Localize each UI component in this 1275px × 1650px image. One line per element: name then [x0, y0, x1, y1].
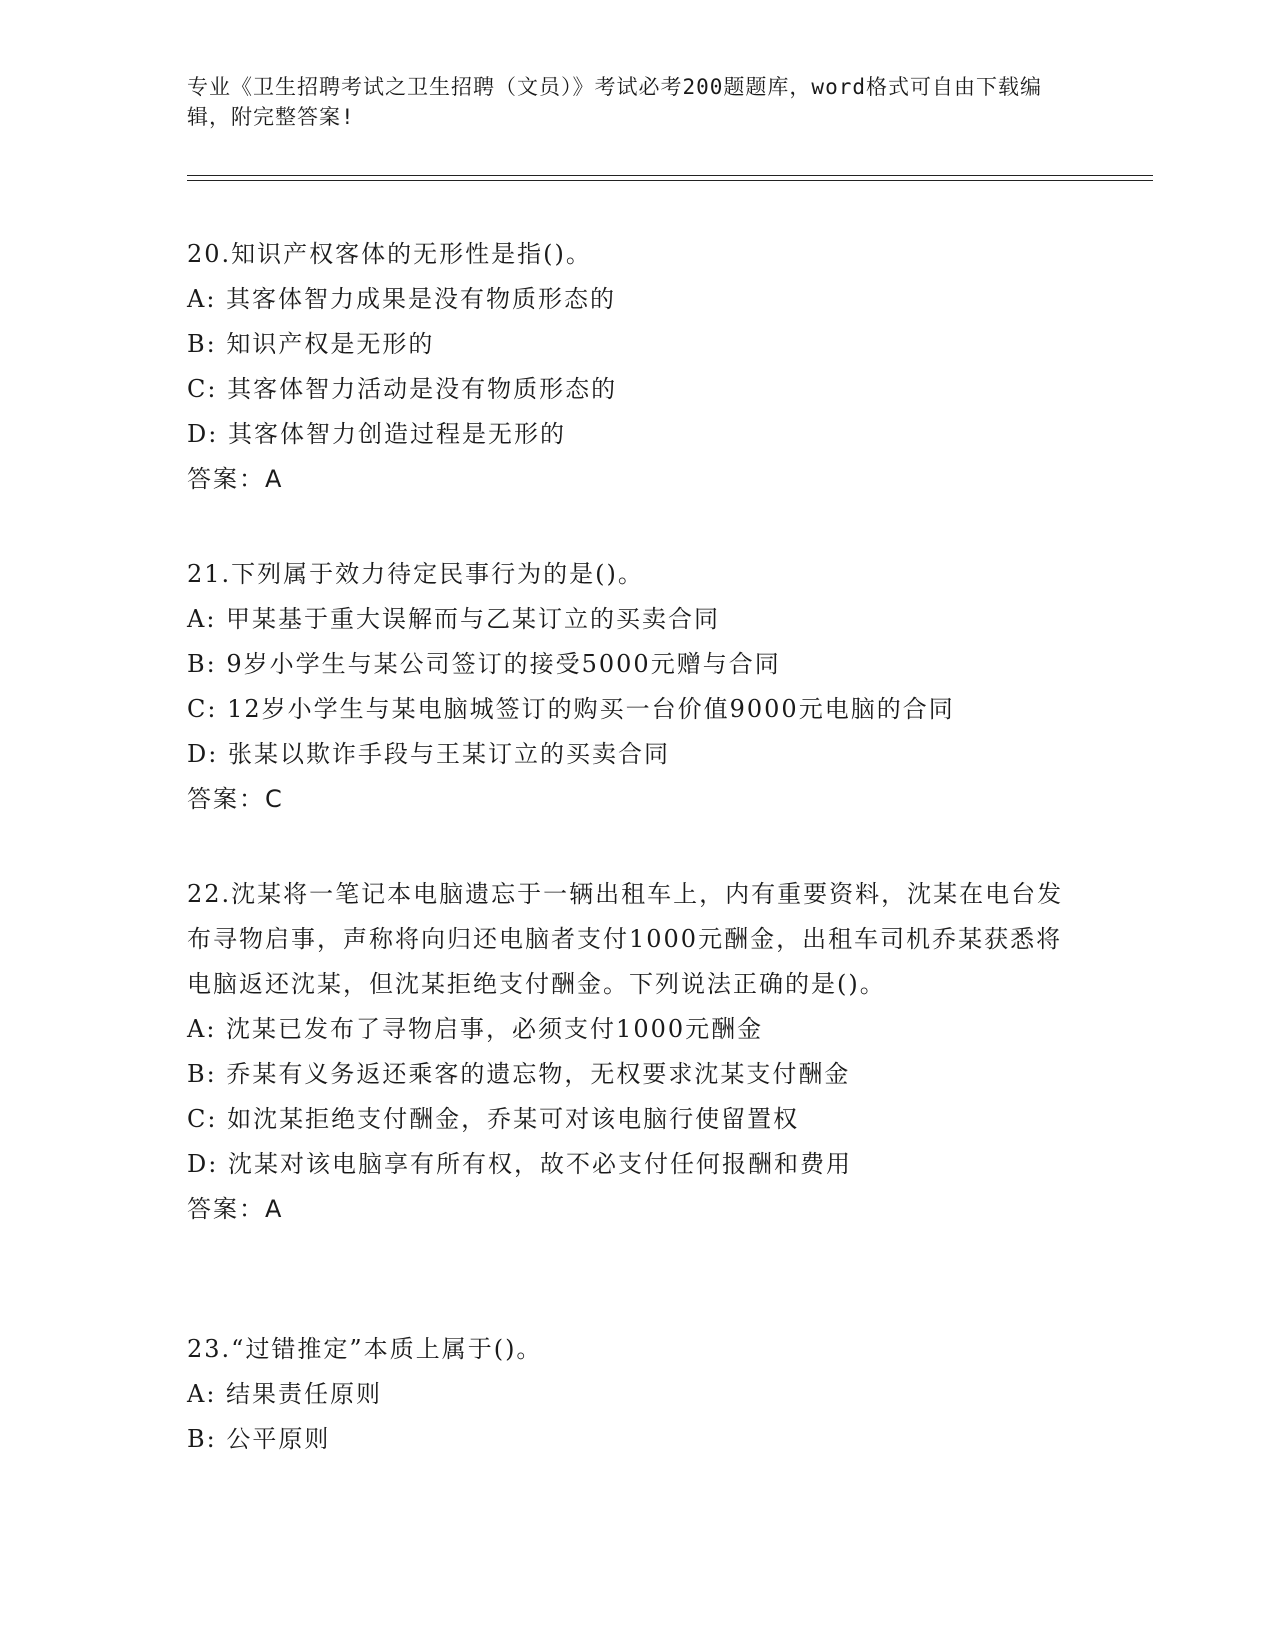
- option-a: A: 沈某已发布了寻物启事，必须支付1000元酬金: [187, 1015, 764, 1043]
- option-c: C: 12岁小学生与某电脑城签订的购买一台价值9000元电脑的合同: [187, 695, 955, 723]
- option-b: B: 知识产权是无形的: [187, 330, 435, 358]
- option-a: A: 甲某基于重大误解而与乙某订立的买卖合同: [187, 605, 721, 633]
- option-a: A: 其客体智力成果是没有物质形态的: [187, 285, 617, 313]
- option-d: D: 沈某对该电脑享有所有权，故不必支付任何报酬和费用: [187, 1150, 852, 1178]
- answer-line: 答案：A: [187, 465, 284, 493]
- question-21: [187, 552, 1087, 822]
- header-divider-bottom: [187, 180, 1153, 181]
- option-b: B: 9岁小学生与某公司签订的接受5000元赠与合同: [187, 650, 781, 678]
- question-22: [187, 872, 1087, 1232]
- question-23: [187, 1327, 1087, 1462]
- option-b: B: 乔某有义务返还乘客的遗忘物，无权要求沈某支付酬金: [187, 1060, 851, 1088]
- question-stem: 21.下列属于效力待定民事行为的是()。: [187, 560, 644, 588]
- question-stem: 22.沈某将一笔记本电脑遗忘于一辆出租车上，内有重要资料，沈某在电台发布寻物启事，声称将向归还电脑者支付1000元酬金，出租车司机乔某获悉将电脑返还沈某，但沈某拒绝支付酬金。下列说法正确的是()。: [187, 880, 1064, 998]
- option-a: A: 结果责任原则: [187, 1380, 383, 1408]
- option-c: C: 其客体智力活动是没有物质形态的: [187, 375, 618, 403]
- answer-line: 答案：A: [187, 1195, 284, 1223]
- question-stem: 20.知识产权客体的无形性是指()。: [187, 240, 592, 268]
- option-d: D: 其客体智力创造过程是无形的: [187, 420, 566, 448]
- header-divider-top: [187, 175, 1153, 176]
- question-20: [187, 232, 1087, 502]
- document-header: 专业《卫生招聘考试之卫生招聘（文员）》考试必考200题题库，word格式可自由下载编辑，附完整答案!: [187, 75, 1042, 129]
- option-c: C: 如沈某拒绝支付酬金，乔某可对该电脑行使留置权: [187, 1105, 800, 1133]
- option-b: B: 公平原则: [187, 1425, 331, 1453]
- question-stem: 23.“过错推定”本质上属于()。: [187, 1335, 543, 1363]
- answer-line: 答案：C: [187, 785, 284, 813]
- option-d: D: 张某以欺诈手段与王某订立的买卖合同: [187, 740, 670, 768]
